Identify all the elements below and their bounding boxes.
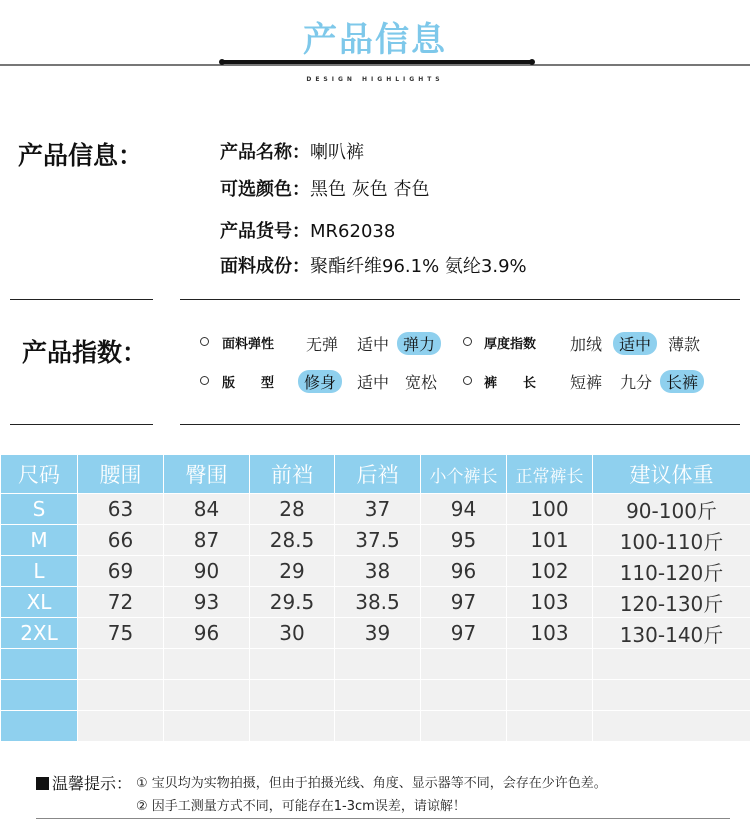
section-divider-left: [10, 299, 153, 300]
notes-title: [36, 771, 132, 794]
table-cell: [78, 680, 164, 711]
size-table: [0, 454, 750, 742]
table-cell: 102: [507, 556, 593, 587]
table-cell: 96: [164, 618, 250, 649]
info-key: 产品名称：: [220, 142, 310, 163]
table-cell: [507, 649, 593, 680]
table-cell: 93: [164, 587, 250, 618]
table-cell: 100: [507, 494, 593, 525]
option-slim-selected: 修身: [298, 370, 342, 393]
table-cell: [250, 711, 335, 742]
index-label-elasticity: 面料弹性: [222, 337, 275, 352]
footer-divider: [36, 818, 730, 819]
header-divider: [0, 64, 750, 66]
col-header-back-rise: 后裆: [335, 455, 421, 494]
table-cell: 103: [507, 618, 593, 649]
index-label-fit: 版 型: [222, 376, 275, 391]
table-cell: 130-140斤: [593, 618, 750, 649]
table-cell: 90: [164, 556, 250, 587]
table-row: [1, 556, 750, 587]
section-divider-right: [180, 424, 740, 425]
info-key: 产品货号：: [220, 221, 310, 242]
table-cell: 96: [421, 556, 507, 587]
index-label-thickness: 厚度指数: [484, 337, 537, 352]
bullet-icon: [200, 376, 209, 385]
size-cell: XL: [1, 587, 78, 618]
col-header-hip: 臀围: [164, 455, 250, 494]
table-cell: 28.5: [250, 525, 335, 556]
table-cell: 29: [250, 556, 335, 587]
table-row: [1, 494, 750, 525]
option-regular: 适中: [357, 373, 390, 392]
table-cell: 72: [78, 587, 164, 618]
option-medium: 适中: [357, 335, 390, 354]
table-cell: 28: [250, 494, 335, 525]
table-cell: 103: [507, 587, 593, 618]
option-medium-selected: 适中: [613, 332, 657, 355]
header-subtitle: DESIGN HIGHLIGHTS: [306, 76, 444, 83]
size-cell: L: [1, 556, 78, 587]
option-stretch-selected: 弹力: [397, 332, 441, 355]
table-cell: [164, 649, 250, 680]
table-cell: [421, 711, 507, 742]
note-item: ① 宝贝均为实物拍摄，但由于拍摄光线、角度、显示器等不同，会存在少许色差。: [136, 776, 607, 791]
option-cropped: 九分: [620, 373, 653, 392]
table-cell: [593, 680, 750, 711]
size-cell: [1, 649, 78, 680]
table-row: [1, 711, 750, 742]
table-cell: 75: [78, 618, 164, 649]
table-cell: [250, 649, 335, 680]
table-header-row: [1, 455, 750, 494]
col-header-front-rise: 前裆: [250, 455, 335, 494]
option-fleece: 加绒: [570, 335, 603, 354]
size-cell: 2XL: [1, 618, 78, 649]
table-cell: 66: [78, 525, 164, 556]
option-loose: 宽松: [405, 373, 438, 392]
table-cell: 95: [421, 525, 507, 556]
table-cell: 120-130斤: [593, 587, 750, 618]
product-index-title: 产品指数：: [22, 338, 148, 367]
section-divider-left: [10, 424, 153, 425]
option-no-stretch: 无弹: [306, 335, 339, 354]
col-header-waist: 腰围: [78, 455, 164, 494]
table-row: [1, 525, 750, 556]
info-key: 面料成份：: [220, 256, 310, 277]
info-value: MR62038: [310, 221, 396, 242]
info-row-material: [220, 252, 527, 278]
table-cell: [335, 680, 421, 711]
table-cell: 84: [164, 494, 250, 525]
size-cell: [1, 680, 78, 711]
header-dot-left: [219, 59, 225, 65]
info-row-sku: [220, 217, 395, 243]
table-cell: 87: [164, 525, 250, 556]
size-cell: S: [1, 494, 78, 525]
table-cell: 101: [507, 525, 593, 556]
option-shorts: 短裤: [570, 373, 603, 392]
table-cell: [593, 711, 750, 742]
table-cell: 97: [421, 618, 507, 649]
bullet-icon: [200, 337, 209, 346]
notes-title-text: 温馨提示：: [52, 774, 133, 793]
table-cell: 100-110斤: [593, 525, 750, 556]
table-cell: [335, 711, 421, 742]
table-cell: [421, 649, 507, 680]
header-dot-right: [529, 59, 535, 65]
table-cell: 90-100斤: [593, 494, 750, 525]
info-row-name: [220, 138, 364, 164]
size-cell: [1, 711, 78, 742]
col-header-regular-length: 正常裤长: [507, 455, 593, 494]
table-cell: [507, 711, 593, 742]
table-cell: [164, 680, 250, 711]
table-cell: [250, 680, 335, 711]
col-header-weight: 建议体重: [593, 455, 750, 494]
table-cell: 110-120斤: [593, 556, 750, 587]
table-cell: [421, 680, 507, 711]
table-cell: [78, 649, 164, 680]
table-cell: 30: [250, 618, 335, 649]
table-cell: [78, 711, 164, 742]
table-cell: 38: [335, 556, 421, 587]
info-row-colors: [220, 175, 429, 201]
table-cell: 38.5: [335, 587, 421, 618]
table-cell: [335, 649, 421, 680]
bullet-icon: [463, 376, 472, 385]
table-cell: 29.5: [250, 587, 335, 618]
table-cell: [507, 680, 593, 711]
table-cell: 97: [421, 587, 507, 618]
size-cell: M: [1, 525, 78, 556]
option-full-length-selected: 长裤: [660, 370, 704, 393]
table-cell: 39: [335, 618, 421, 649]
info-key: 可选颜色：: [220, 179, 310, 200]
table-row: [1, 618, 750, 649]
table-cell: 37.5: [335, 525, 421, 556]
table-cell: 69: [78, 556, 164, 587]
table-cell: 94: [421, 494, 507, 525]
info-value: 聚酯纤维96.1% 氨纶3.9%: [310, 256, 527, 277]
info-value: 黑色 灰色 杏色: [310, 179, 430, 200]
col-header-size: 尺码: [1, 455, 78, 494]
section-divider-right: [180, 299, 740, 300]
table-cell: 63: [78, 494, 164, 525]
table-cell: [164, 711, 250, 742]
table-row: [1, 649, 750, 680]
table-cell: [593, 649, 750, 680]
col-header-petite-length: 小个裤长: [421, 455, 507, 494]
index-label-length: 裤 长: [484, 376, 537, 391]
note-item: ② 因手工测量方式不同，可能存在1-3cm误差，请谅解！: [136, 799, 466, 814]
table-cell: 37: [335, 494, 421, 525]
product-info-title: 产品信息：: [18, 141, 144, 170]
header-accent-bar: [222, 60, 532, 64]
square-icon: [36, 777, 49, 790]
info-value: 喇叭裤: [310, 142, 364, 163]
table-row: [1, 587, 750, 618]
bullet-icon: [463, 337, 472, 346]
table-row: [1, 680, 750, 711]
option-thin: 薄款: [668, 335, 701, 354]
page-title: 产品信息: [303, 20, 447, 60]
